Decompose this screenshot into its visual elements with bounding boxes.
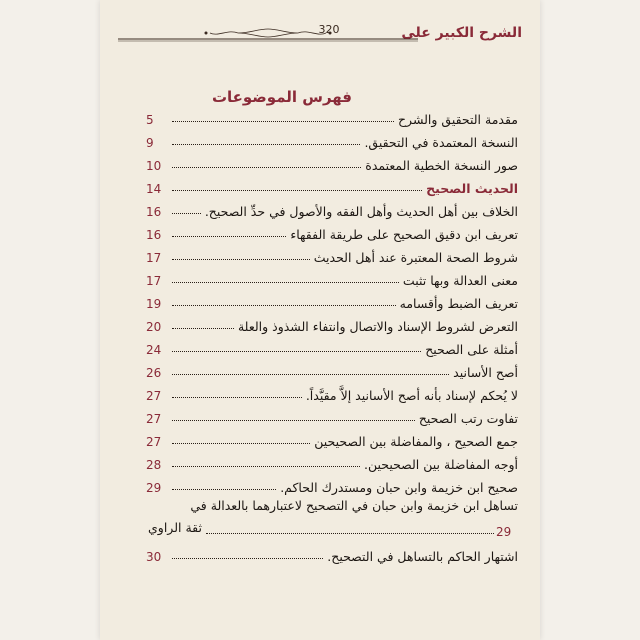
dot-leader (172, 189, 422, 191)
toc-entry-page: 16 (146, 228, 162, 242)
toc-entry (146, 104, 518, 127)
toc-entry-page: 14 (146, 182, 162, 196)
toc-entry-page: 10 (146, 159, 162, 173)
toc-entry (146, 288, 518, 311)
dot-leader (172, 304, 396, 306)
toc-entry (146, 219, 518, 242)
dot-leader (172, 350, 421, 352)
toc-entry-page: 27 (146, 435, 162, 449)
dot-leader (172, 166, 361, 168)
toc-entry (146, 127, 518, 150)
page-header (118, 22, 522, 48)
toc-entry-label-continued: ثقة الراوي (148, 520, 202, 535)
dot-leader (172, 281, 399, 283)
toc-entry-page: 9 (146, 136, 154, 150)
toc-entry-page: 27 (146, 412, 162, 426)
toc-entry-label: تساهل ابن خزيمة وابن حبان في التصحيح لاعتبارهما بالعدالة في (190, 498, 518, 513)
page-number: 320 (318, 23, 340, 36)
dot-leader (172, 419, 415, 421)
dot-leader (172, 235, 286, 237)
toc-entry-label: اشتهار الحاكم بالتساهل في التصحيح. (327, 549, 518, 564)
toc-entry (146, 472, 518, 495)
book-page (100, 0, 540, 640)
dot-leader (172, 327, 234, 329)
toc-entry (146, 403, 518, 426)
dot-leader (206, 532, 494, 534)
toc-entry (146, 173, 518, 196)
toc-entry (146, 334, 518, 357)
dot-leader (172, 465, 360, 467)
toc-entry (146, 426, 518, 449)
toc-entry-label: التعرض لشروط الإسناد والاتصال وانتفاء الشذوذ والعلة (237, 319, 518, 334)
toc-section-heading: الحديث الصحيح (426, 181, 518, 196)
toc-entry-label: تعريف ابن دقيق الصحيح على طريقة الفقهاء (290, 227, 518, 242)
toc-entry (146, 265, 518, 288)
toc-entry (146, 242, 518, 265)
toc-entry-page: 17 (146, 274, 162, 288)
toc-entry-page: 5 (146, 113, 154, 127)
dot-leader (172, 212, 201, 214)
dot-leader (172, 442, 310, 444)
toc-entry-label: جمع الصحيح ، والمفاضلة بين الصحيحين (314, 434, 518, 449)
toc-entry-page: 29 (146, 481, 162, 495)
toc-entry (146, 357, 518, 380)
toc-entry-label: مقدمة التحقيق والشرح (397, 112, 518, 127)
dot-leader (172, 120, 394, 122)
toc-entry (146, 311, 518, 334)
toc-entry-page: 19 (146, 297, 162, 311)
toc-entry-page: 30 (146, 550, 162, 564)
toc-entry-label: أوجه المفاضلة بين الصحيحين. (363, 457, 518, 472)
dot-leader (172, 396, 302, 398)
toc-list (146, 104, 518, 564)
toc-entry-label: صور النسخة الخطية المعتمدة (365, 158, 518, 173)
dot-leader (172, 557, 323, 559)
toc-title: فهرس الموضوعات (211, 88, 352, 106)
dot-leader (172, 258, 310, 260)
toc-entry-label: صحيح ابن خزيمة وابن حبان ومستدرك الحاكم. (280, 480, 518, 495)
running-title: الشرح الكبير على (401, 25, 522, 41)
ornament-rule-icon (118, 27, 418, 43)
toc-entry (146, 449, 518, 472)
toc-entry-label: أمثلة على الصحيح (425, 342, 518, 357)
toc-entry-page: 29 (496, 525, 512, 539)
toc-entry-label: أصح الأسانيد (453, 365, 518, 380)
toc-entry-page: 26 (146, 366, 162, 380)
dot-leader (172, 143, 360, 145)
toc-entry-label: لا يُحكم لإسناد بأنه أصح الأسانيد إلاَّ مقيَّداً. (305, 388, 518, 403)
toc-entry-page: 24 (146, 343, 162, 357)
toc-entry-label: معنى العدالة وبها تثبت (402, 273, 518, 288)
toc-entry-label: النسخة المعتمدة في التحقيق. (364, 135, 518, 150)
toc-entry-page: 27 (146, 389, 162, 403)
toc-entry-page: 28 (146, 458, 162, 472)
dot-leader (172, 373, 449, 375)
toc-entry (146, 150, 518, 173)
toc-entry (146, 541, 518, 564)
toc-entry-label: شروط الصحة المعتبرة عند أهل الحديث (313, 250, 518, 265)
toc-entry-page: 17 (146, 251, 162, 265)
toc-entry-page: 16 (146, 205, 162, 219)
toc-entry-label: تفاوت رتب الصحيح (418, 411, 518, 426)
toc-entry-page: 20 (146, 320, 162, 334)
toc-entry-label: الخلاف بين أهل الحديث وأهل الفقه والأصول في حدِّ الصحيح. (204, 204, 518, 219)
toc-entry (146, 196, 518, 219)
toc-entry (146, 495, 518, 541)
toc-entry (146, 380, 518, 403)
dot-leader (172, 488, 276, 490)
toc-entry-label: تعريف الضبط وأقسامه (399, 296, 518, 311)
